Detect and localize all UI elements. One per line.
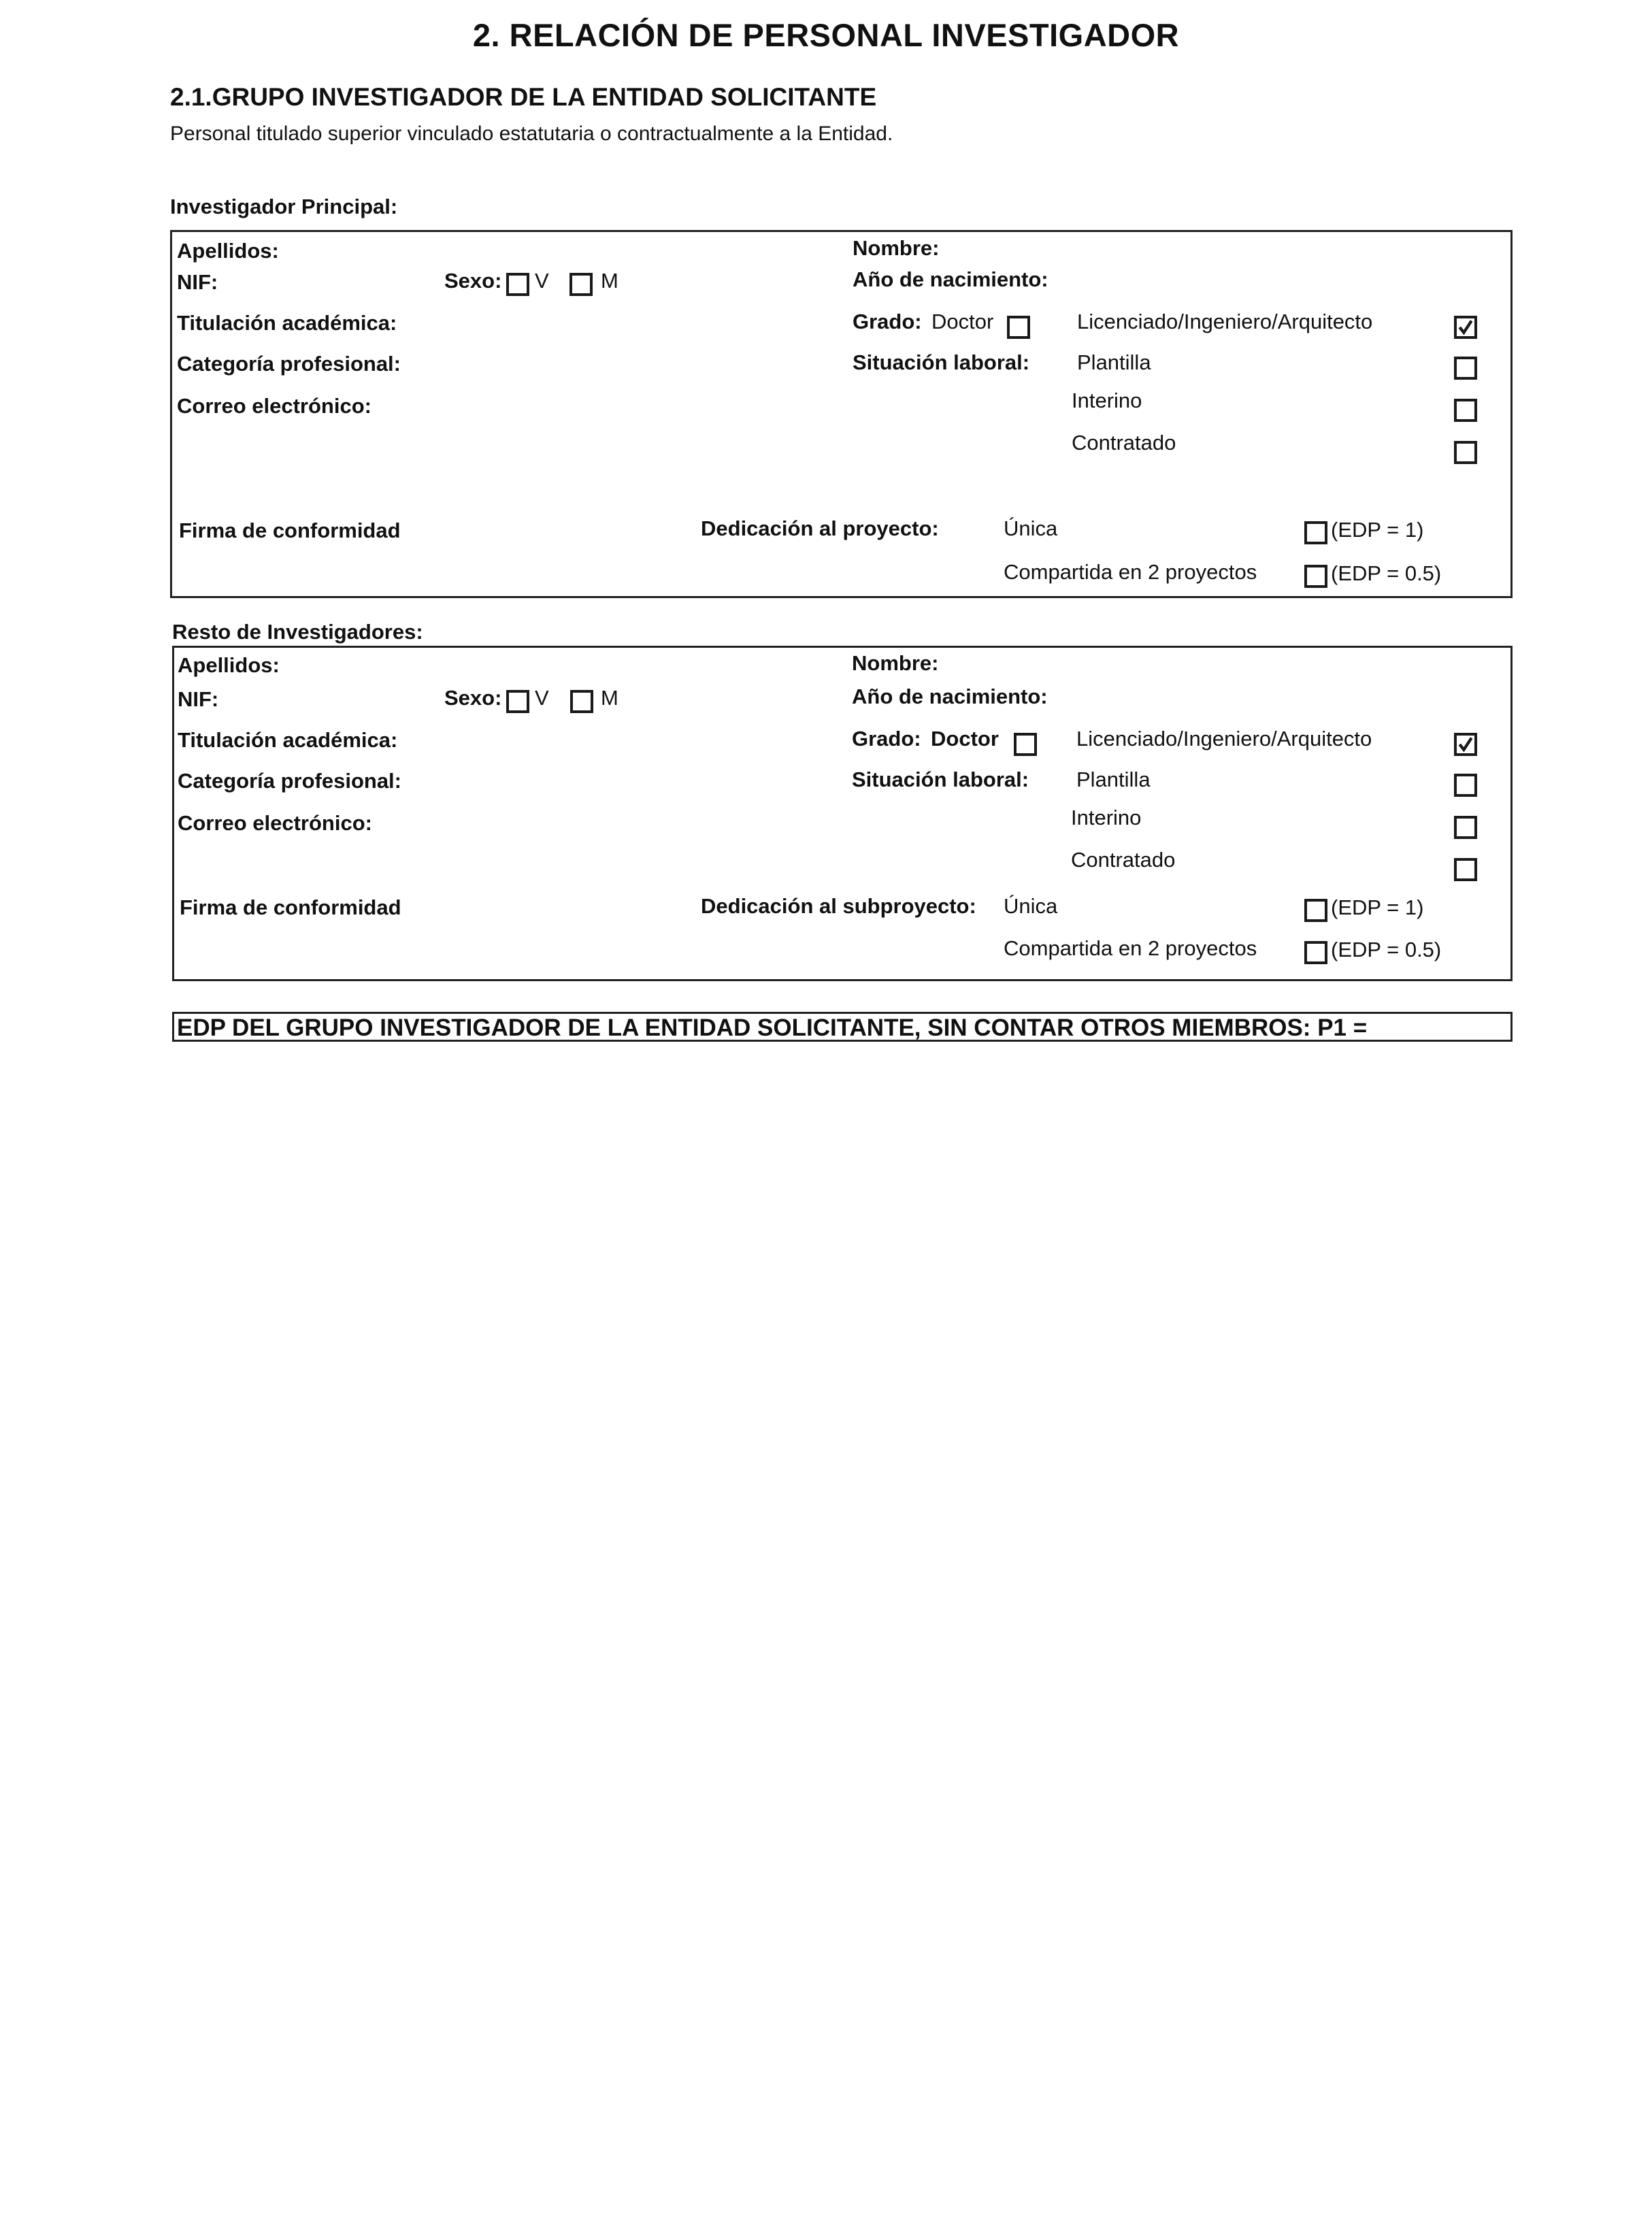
unica-checkbox[interactable] [1304, 899, 1327, 922]
doctor-checkbox[interactable] [1014, 733, 1037, 756]
unica-edp-label: (EDP = 1) [1331, 518, 1424, 542]
sexo-label: Sexo: [444, 686, 502, 710]
nombre-label: Nombre: [852, 651, 939, 675]
section-subtitle: Personal titulado superior vinculado estatutaria o contractualmente a la Entidad. [170, 122, 893, 145]
compartida-label: Compartida en 2 proyectos [1004, 560, 1257, 584]
nif-label: NIF: [178, 687, 219, 711]
correo-label: Correo electrónico: [177, 394, 371, 418]
titulacion-label: Titulación académica: [178, 728, 398, 752]
sexo-m-label: M [601, 686, 618, 710]
contratado-label: Contratado [1072, 431, 1176, 455]
section-heading: 2.1.GRUPO INVESTIGADOR DE LA ENTIDAD SOLICITANTE [170, 83, 877, 111]
licenciado-label: Licenciado/Ingeniero/Arquitecto [1077, 310, 1373, 333]
unica-checkbox[interactable] [1304, 521, 1327, 544]
ano-nacimiento-label: Año de nacimiento: [852, 685, 1048, 708]
plantilla-label: Plantilla [1077, 350, 1151, 374]
firma-label: Firma de conformidad [180, 895, 401, 919]
sexo-m-checkbox[interactable] [569, 273, 593, 296]
apellidos-label: Apellidos: [178, 653, 280, 677]
compartida-edp-label: (EDP = 0.5) [1331, 938, 1442, 961]
plantilla-label: Plantilla [1076, 768, 1151, 791]
licenciado-checkbox[interactable] [1454, 733, 1477, 756]
nif-label: NIF: [177, 270, 218, 294]
compartida-checkbox[interactable] [1304, 941, 1327, 964]
doctor-label: Doctor [931, 727, 999, 751]
interino-label: Interino [1071, 806, 1142, 829]
grado-label: Grado: [852, 727, 921, 751]
checkmark-icon [1457, 734, 1474, 755]
titulacion-label: Titulación académica: [177, 311, 397, 335]
sexo-v-checkbox[interactable] [506, 690, 529, 713]
apellidos-label: Apellidos: [177, 239, 279, 263]
situacion-label: Situación laboral: [852, 768, 1029, 791]
licenciado-label: Licenciado/Ingeniero/Arquitecto [1076, 727, 1372, 751]
compartida-checkbox[interactable] [1304, 565, 1327, 588]
unica-label: Única [1004, 894, 1058, 918]
plantilla-checkbox[interactable] [1454, 357, 1477, 380]
grado-label: Grado: [853, 310, 922, 333]
contratado-checkbox[interactable] [1454, 441, 1477, 464]
contratado-checkbox[interactable] [1454, 858, 1477, 881]
principal-caption: Investigador Principal: [170, 195, 398, 218]
firma-label: Firma de conformidad [179, 518, 401, 542]
checkmark-icon [1457, 317, 1474, 337]
dedicacion-label: Dedicación al subproyecto: [701, 894, 976, 918]
unica-edp-label: (EDP = 1) [1331, 895, 1424, 919]
correo-label: Correo electrónico: [178, 811, 372, 835]
sexo-m-label: M [601, 269, 618, 293]
sexo-v-checkbox[interactable] [506, 273, 529, 296]
unica-label: Única [1004, 516, 1058, 540]
compartida-label: Compartida en 2 proyectos [1004, 936, 1257, 960]
page-title: 2. RELACIÓN DE PERSONAL INVESTIGADOR [472, 17, 1180, 53]
contratado-label: Contratado [1071, 848, 1176, 872]
sexo-m-checkbox[interactable] [570, 690, 593, 713]
resto-caption: Resto de Investigadores: [172, 620, 423, 644]
plantilla-checkbox[interactable] [1454, 774, 1477, 797]
compartida-edp-label: (EDP = 0.5) [1331, 561, 1442, 585]
situacion-label: Situación laboral: [853, 350, 1030, 374]
edp-summary-bar [172, 1012, 1513, 1042]
ano-nacimiento-label: Año de nacimiento: [853, 267, 1048, 291]
interino-checkbox[interactable] [1454, 816, 1477, 839]
licenciado-checkbox[interactable] [1454, 316, 1477, 339]
interino-label: Interino [1072, 389, 1142, 412]
edp-summary-text: EDP DEL GRUPO INVESTIGADOR DE LA ENTIDAD SOLICITANTE, SIN CONTAR OTROS MIEMBROS: P1 = [177, 1015, 1368, 1041]
doctor-checkbox[interactable] [1007, 316, 1030, 339]
sexo-v-label: V [535, 269, 549, 293]
sexo-v-label: V [535, 686, 549, 710]
sexo-label: Sexo: [444, 269, 502, 293]
other-investigators-panel [172, 646, 1513, 981]
principal-investigator-panel [170, 230, 1513, 598]
doctor-label: Doctor [931, 310, 994, 333]
interino-checkbox[interactable] [1454, 399, 1477, 422]
dedicacion-label: Dedicación al proyecto: [701, 516, 939, 540]
categoria-label: Categoría profesional: [178, 769, 401, 793]
categoria-label: Categoría profesional: [177, 352, 401, 376]
nombre-label: Nombre: [853, 236, 940, 260]
